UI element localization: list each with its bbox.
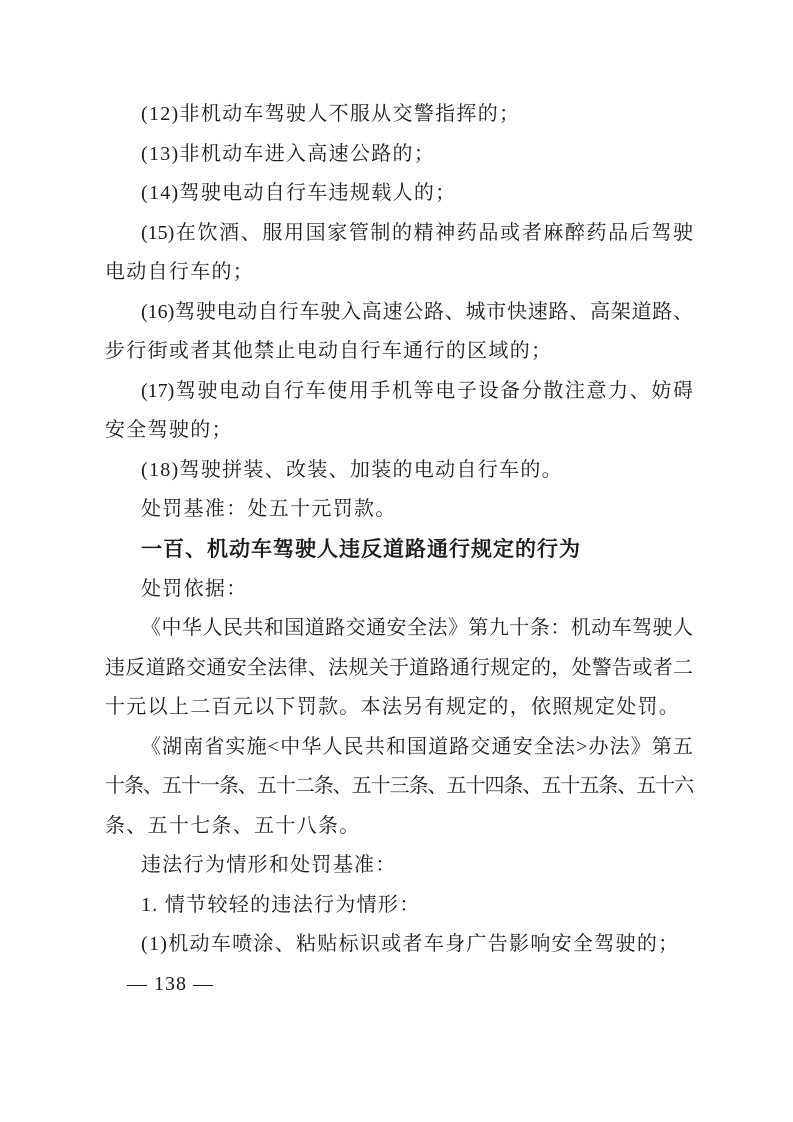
text-line: 处罚依据： (141, 577, 248, 600)
text-line: 违法行为情形和处罚基准： (141, 854, 397, 877)
text-line: (17)驾驶电动自行车使用手机等电子设备分散注意力、妨碍 (141, 379, 693, 402)
text-line: 步行街或者其他禁止电动自行车通行的区域的； (105, 340, 553, 363)
text-line: 违反道路交通安全法律、法规关于道路通行规定的，处警告或者二 (105, 656, 693, 679)
text-line: 安全驾驶的； (105, 419, 233, 442)
page-number: — 138 — (127, 973, 214, 996)
text-block (105, 95, 693, 1005)
text-line: 电动自行车的； (105, 261, 255, 284)
text-line: (15)在饮酒、服用国家管制的精神药品或者麻醉药品后驾驶 (141, 221, 693, 244)
text-line: (14)驾驶电动自行车违规载人的； (141, 182, 457, 205)
text-line: 十元以上二百元以下罚款。本法另有规定的，依照规定处罚。 (105, 696, 681, 719)
text-line: 1. 情节较轻的违法行为情形： (141, 893, 421, 916)
text-line: 条、五十七条、五十八条。 (105, 814, 361, 837)
text-line: (1)机动车喷涂、粘贴标识或者车身广告影响安全驾驶的； (141, 933, 680, 956)
text-line: 处罚基准：处五十元罚款。 (141, 498, 397, 521)
text-line: (18)驾驶拼装、改装、加装的电动自行车的。 (141, 458, 563, 481)
text-line: 十条、五十一条、五十二条、五十三条、五十四条、五十五条、五十六 (105, 775, 693, 798)
text-line: (16)驾驶电动自行车驶入高速公路、城市快速路、高架道路、 (141, 300, 693, 323)
section-heading: 一百、机动车驾驶人违反道路通行规定的行为 (141, 538, 581, 562)
text-line: (12)非机动车驾驶人不服从交警指挥的； (141, 103, 521, 125)
text-line: 《中华人民共和国道路交通安全法》第九十条：机动车驾驶人 (141, 617, 693, 640)
text-line: (13)非机动车进入高速公路的； (141, 142, 436, 165)
text-line: 《湖南省实施<中华人民共和国道路交通安全法>办法》第五 (141, 735, 693, 758)
